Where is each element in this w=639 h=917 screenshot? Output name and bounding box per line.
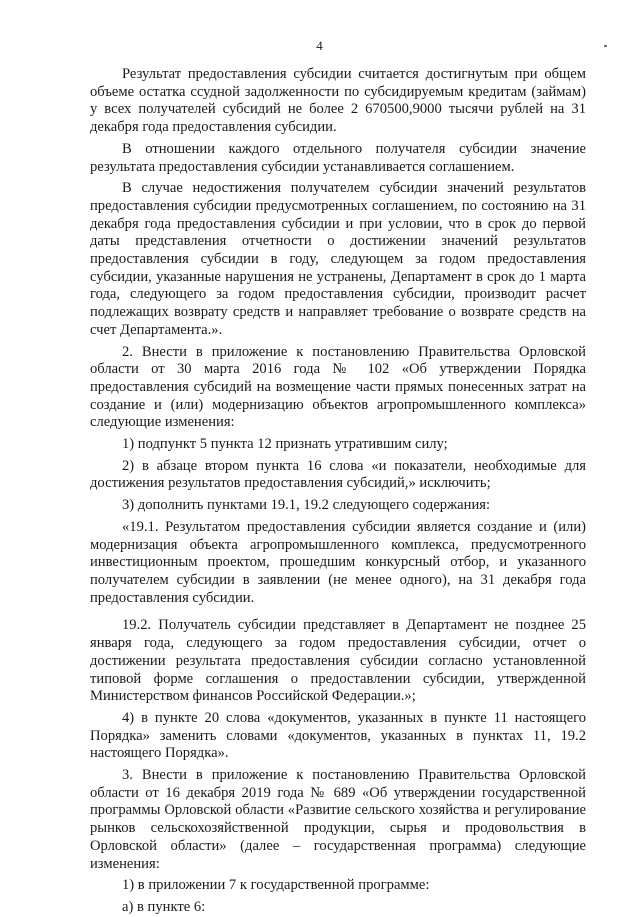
document-body [90, 66, 586, 917]
paragraph-non-achievement: В случае недостижения получателем субсидии значений результатов предоставления субсидии предусмотренных соглашением, по состоянию на 31 декабря года предоставления субсидии и при условии, что в срок до первой даты представления отчетности о достижении значений результатов предоставления субсидии в году, следующем за годом предоставления субсидии, указанные нарушения не устранены, Департамент в срок до 1 марта года, следующего за годом предоставления субсидии, производит расчет подлежащих возврату средств и направляет требование о возврате средств на счет Департамента.». [90, 180, 586, 338]
page-number: 4 [316, 38, 323, 53]
paragraph-amendment-3: 3. Внести в приложение к постановлению Правительства Орловской области от 16 декабря 2019 года № 689 «Об утверждении государственной программы Орловской области «Развитие сельского хозяйства и регулирование рынков сельскохозяйственной продукции, сырья и продовольствия в Орловской области» (далее – государственная программа) следующие изменения: [90, 767, 586, 872]
list-item-3: 3) дополнить пунктами 19.1, 19.2 следующего содержания: [122, 497, 491, 514]
list-item-2: 2) в абзаце втором пункта 16 слова «и показатели, необходимые для достижения результатов предоставления субсидий,» исключить; [90, 457, 586, 492]
paragraph-result-threshold: Результат предоставления субсидии считается достигнутым при общем объеме остатка ссудной задолженности по субсидируемым кредитам (займам) у всех получателей субсидий не более 2 670500,9000 тысячи рублей на 31 декабря года предоставления субсидии. [90, 66, 586, 136]
list-item-point-6: а) в пункте 6: [122, 898, 206, 915]
paragraph-19-1: «19.1. Результатом предоставления субсидии является создание и (или) модернизация объекта агропромышленного комплекса, предусмотренного инвестиционным проектом, прошедшим конкурсный отбор, и указанного получателем субсидии в заявлении (не менее одного), на 31 декабря года предоставления субсидии. [90, 518, 586, 606]
list-item-annex-7: 1) в приложении 7 к государственной программе: [122, 877, 430, 894]
paragraph-individual-result: В отношении каждого отдельного получателя субсидии значение результата предоставления субсидии устанавливается соглашением. [90, 140, 586, 175]
paragraph-amendment-2: 2. Внести в приложение к постановлению Правительства Орловской области от 30 марта 2016 года № 102 «Об утверждении Порядка предоставления субсидий на возмещение части прямых понесенных затрат на создание и (или) модернизацию объектов агропромышленного комплекса» следующие изменения: [90, 343, 586, 431]
list-item-1: 1) подпункт 5 пункта 12 признать утратившим силу; [122, 436, 448, 453]
scan-mark [604, 45, 607, 47]
list-item-4: 4) в пункте 20 слова «документов, указанных в пункте 11 настоящего Порядка» заменить словами «документов, указанных в пунктах 11, 19.2 настоящего Порядка». [90, 709, 586, 762]
paragraph-19-2: 19.2. Получатель субсидии представляет в Департамент не позднее 25 января года, следующего за годом предоставления субсидии, отчет о достижении результата предоставления субсидии согласно установленной типовой форме соглашения о предоставлении субсидии, утвержденной Министерством финансов Российской Федерации.»; [90, 617, 586, 705]
